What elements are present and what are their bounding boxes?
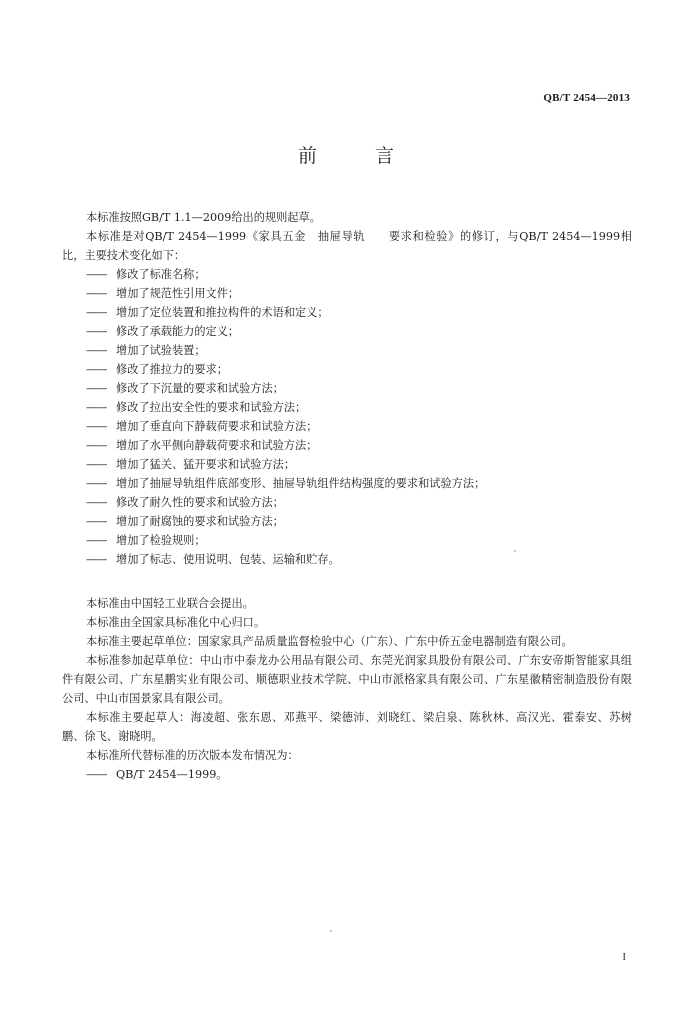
closing-paragraph: 本标准由中国轻工业联合会提出。 <box>86 597 254 610</box>
change-list-item-text: 增加了耐腐蚀的要求和试验方法； <box>116 515 284 528</box>
change-list-item <box>62 455 632 474</box>
list-dash: —— <box>86 515 107 528</box>
change-list-item <box>62 379 632 398</box>
list-dash: —— <box>86 306 107 319</box>
list-dash: —— <box>86 382 107 395</box>
closing-section <box>62 594 632 784</box>
change-list-item <box>62 322 632 341</box>
intro-paragraph: 本标准按照GB/T 1.1—2009给出的规则起草。 <box>86 211 321 224</box>
closing-paragraph: 本标准参加起草单位：中山市中泰龙办公用品有限公司、东莞光润家具股份有限公司、广东安帝斯智能家具组件有限公司、广东星鹏实业有限公司、顺德职业技术学院、中山市派格家具有限公司、广东星徽精密制造股份有限公司、中山市国景家具有限公司。 <box>62 654 632 705</box>
list-dash: —— <box>86 287 107 300</box>
intro-section <box>62 208 632 265</box>
change-list-item-text: 修改了下沉量的要求和试验方法； <box>116 382 284 395</box>
standard-code: QB/T 2454—2013 <box>543 92 630 104</box>
history-item-text: QB/T 2454—1999。 <box>116 768 228 781</box>
change-list <box>62 265 632 569</box>
change-list-item-text: 增加了水平侧向静载荷要求和试验方法； <box>116 439 318 452</box>
change-list-item-text: 增加了试验装置； <box>116 344 206 357</box>
change-list-item <box>62 474 632 493</box>
list-dash: —— <box>86 420 107 433</box>
page-title: 前 言 <box>297 145 421 167</box>
change-list-item-text: 修改了拉出安全性的要求和试验方法； <box>116 401 307 414</box>
change-list-item <box>62 436 632 455</box>
change-list-item <box>62 341 632 360</box>
list-dash: —— <box>86 553 107 566</box>
closing-paragraph: 本标准主要起草单位：国家家具产品质量监督检验中心（广东）、广东中侨五金电器制造有限公司。 <box>86 635 573 648</box>
scan-speck <box>514 550 516 552</box>
change-list-item <box>62 303 632 322</box>
change-list-item-text: 修改了耐久性的要求和试验方法； <box>116 496 284 509</box>
list-dash: —— <box>86 325 107 338</box>
change-list-item-text: 修改了标准名称； <box>116 268 206 281</box>
change-list-item-text: 增加了检验规则； <box>116 534 206 547</box>
change-list-item-text: 增加了垂直向下静载荷要求和试验方法； <box>116 420 318 433</box>
scan-speck <box>330 930 332 932</box>
list-dash: —— <box>86 534 107 547</box>
list-dash: —— <box>86 344 107 357</box>
closing-paragraph: 本标准主要起草人：海凌超、张东恩、邓燕平、梁德沛、刘晓红、梁启泉、陈秋林、高汉光、霍泰安、苏树鹏、徐飞、谢晓明。 <box>62 711 632 743</box>
intro-paragraph: 本标准是对QB/T 2454—1999《家具五金 抽屉导轨 要求和检验》的修订，与QB/T 2454—1999相比，主要技术变化如下： <box>62 230 632 262</box>
change-list-item <box>62 493 632 512</box>
change-list-item <box>62 265 632 284</box>
closing-paragraph: 本标准由全国家具标准化中心归口。 <box>86 616 266 629</box>
list-dash: —— <box>86 439 107 452</box>
change-list-item <box>62 417 632 436</box>
change-list-item <box>62 360 632 379</box>
change-list-item-text: 修改了推拉力的要求； <box>116 363 228 376</box>
list-dash: —— <box>86 268 107 281</box>
list-dash: —— <box>86 363 107 376</box>
closing-paragraph: 本标准所代替标准的历次版本发布情况为： <box>86 749 299 762</box>
history-item <box>62 765 632 784</box>
list-dash: —— <box>86 477 107 490</box>
change-list-item-text: 增加了定位装置和推拉构件的术语和定义； <box>116 306 329 319</box>
change-list-item <box>62 550 632 569</box>
list-dash: —— <box>86 496 107 509</box>
change-list-item <box>62 512 632 531</box>
change-list-item-text: 修改了承载能力的定义； <box>116 325 240 338</box>
change-list-item-text: 增加了规范性引用文件； <box>116 287 240 300</box>
change-list-item-text: 增加了标志、使用说明、包装、运输和贮存。 <box>116 553 340 566</box>
change-list-item <box>62 531 632 550</box>
change-list-item-text: 增加了抽屉导轨组件底部变形、抽屉导轨组件结构强度的要求和试验方法； <box>116 477 486 490</box>
list-dash: —— <box>86 768 107 781</box>
page-number: I <box>622 951 626 963</box>
list-dash: —— <box>86 458 107 471</box>
list-dash: —— <box>86 401 107 414</box>
change-list-item-text: 增加了猛关、猛开要求和试验方法； <box>116 458 296 471</box>
change-list-item <box>62 398 632 417</box>
change-list-item <box>62 284 632 303</box>
